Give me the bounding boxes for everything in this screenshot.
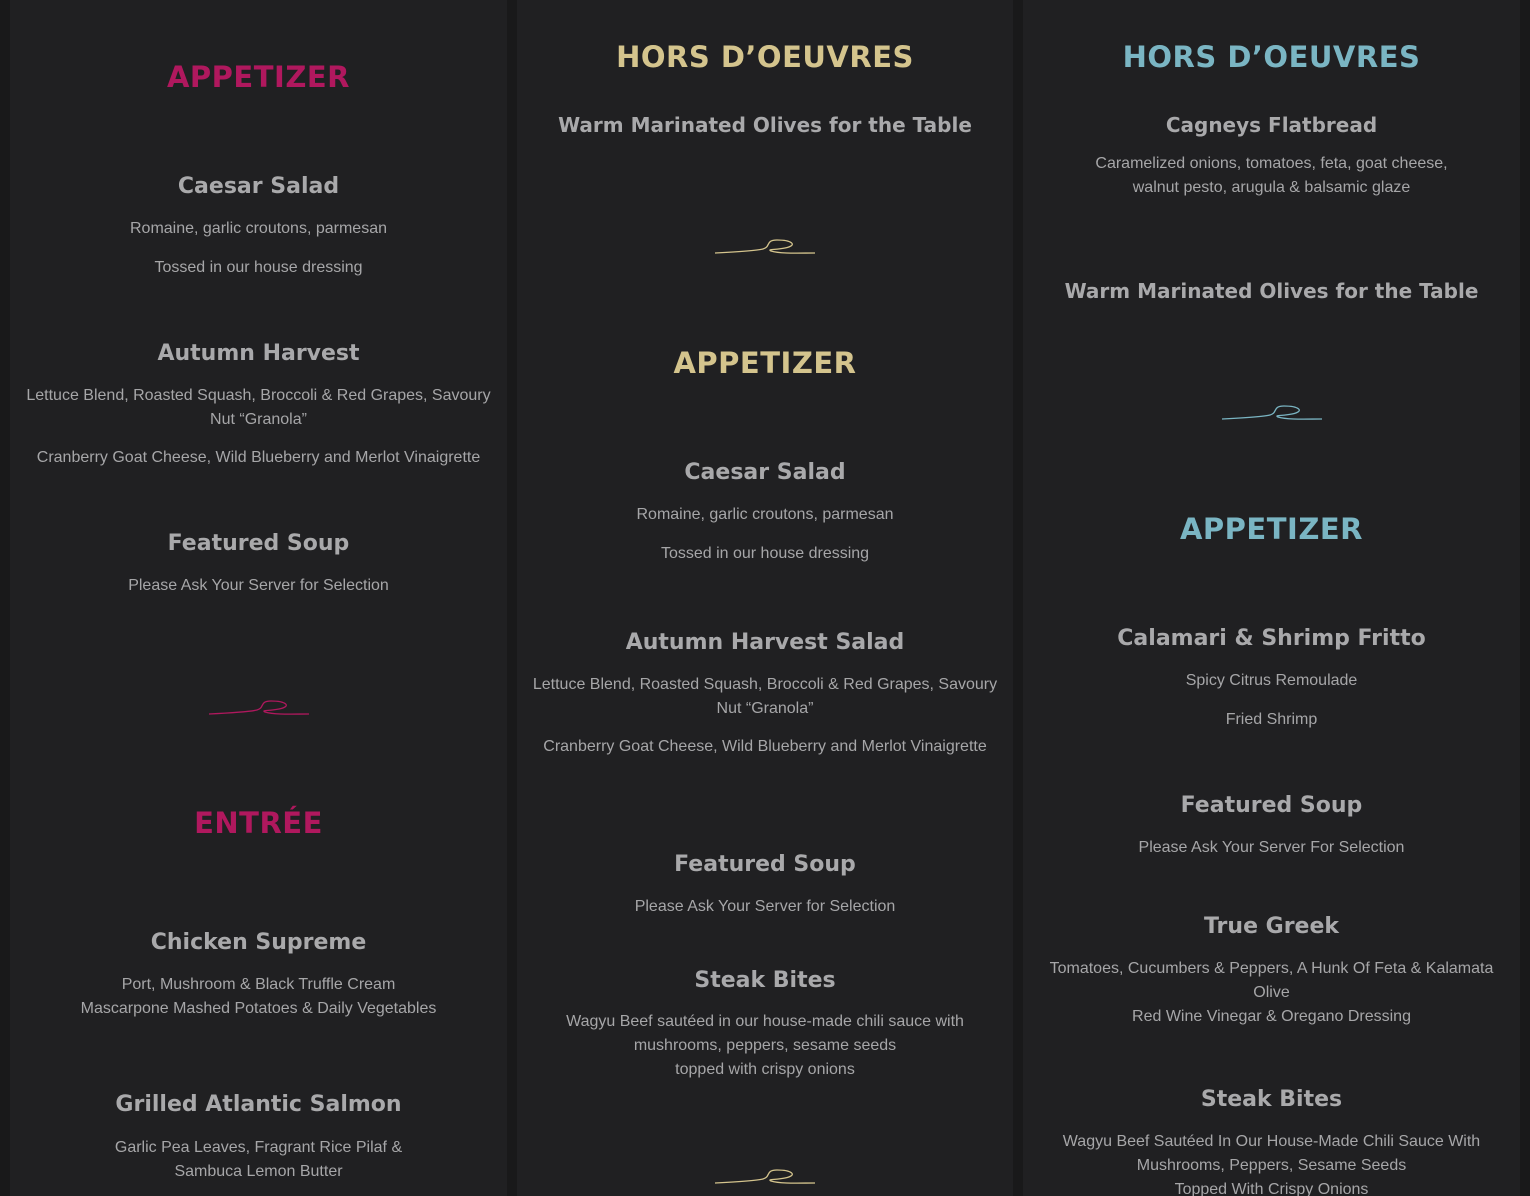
menu-column-1 — [10, 0, 507, 1196]
item-description: Red Wine Vinegar & Oregano Dressing — [1132, 1008, 1411, 1025]
item-description: Romaine, garlic croutons, parmesan — [636, 506, 894, 523]
item-description: Tossed in our house dressing — [660, 545, 870, 562]
item-description: Lettuce Blend, Roasted Squash, Broccoli & Red Grapes, Savoury — [532, 676, 998, 693]
section-heading-entree: ENTRÉE — [194, 806, 323, 840]
item-description: Please Ask Your Server For Selection — [1138, 839, 1405, 856]
item-description: Tomatoes, Cucumbers & Peppers, A Hunk Of Feta & Kalamata — [1049, 960, 1494, 977]
section-heading-appetizer: APPETIZER — [673, 346, 857, 380]
flourish-divider-icon — [715, 1168, 815, 1186]
item-description: topped with crispy onions — [675, 1061, 855, 1078]
item-title: Caesar Salad — [177, 174, 340, 199]
item-description: Romaine, garlic croutons, parmesan — [129, 220, 387, 237]
item-description: Mascarpone Mashed Potatoes & Daily Vegetables — [80, 1000, 437, 1017]
item-description: Port, Mushroom & Black Truffle Cream — [121, 976, 396, 993]
item-description: mushrooms, peppers, sesame seeds — [633, 1037, 897, 1054]
item-description: Wagyu Beef sautéed in our house-made chili sauce with — [566, 1013, 964, 1030]
flourish-divider-icon — [209, 699, 309, 717]
item-title: Steak Bites — [1200, 1087, 1343, 1112]
item-description: Wagyu Beef Sautéed In Our House-Made Chili Sauce With — [1062, 1133, 1481, 1150]
item-description: walnut pesto, arugula & balsamic glaze — [1132, 179, 1411, 196]
item-title: Cagneys Flatbread — [1165, 113, 1378, 137]
item-description: Nut “Granola” — [716, 700, 814, 717]
item-title: Featured Soup — [1180, 793, 1363, 818]
item-title: True Greek — [1203, 914, 1340, 939]
section-heading-hors-doeuvres: HORS D’OEUVRES — [1122, 40, 1421, 74]
section-heading-appetizer: APPETIZER — [1179, 512, 1363, 546]
item-title: Autumn Harvest — [157, 341, 360, 366]
item-title: Featured Soup — [674, 852, 856, 877]
item-description: Lettuce Blend, Roasted Squash, Broccoli & Red Grapes, Savoury — [26, 387, 491, 404]
flourish-divider-icon — [1222, 404, 1322, 422]
item-description: Fried Shrimp — [1225, 711, 1318, 728]
item-title: Chicken Supreme — [150, 930, 367, 955]
item-description: Cranberry Goat Cheese, Wild Blueberry and Merlot Vinaigrette — [543, 738, 987, 755]
item-description: Please Ask Your Server for Selection — [128, 577, 389, 594]
menu-column-3 — [1023, 0, 1520, 1196]
section-heading-appetizer: APPETIZER — [166, 60, 350, 94]
item-description: Caramelized onions, tomatoes, feta, goat cheese, — [1095, 155, 1448, 172]
item-title: Caesar Salad — [684, 460, 846, 485]
item-description: Topped With Crispy Onions — [1174, 1181, 1369, 1196]
item-description: Garlic Pea Leaves, Fragrant Rice Pilaf & — [114, 1139, 403, 1156]
flourish-divider-icon — [715, 238, 815, 256]
item-title: Autumn Harvest Salad — [625, 630, 905, 655]
item-description: Nut “Granola” — [210, 411, 307, 428]
item-description: Please Ask Your Server for Selection — [634, 898, 896, 915]
item-title: Grilled Atlantic Salmon — [115, 1092, 402, 1117]
item-description: Spicy Citrus Remoulade — [1185, 672, 1358, 689]
item-title: Warm Marinated Olives for the Table — [1064, 279, 1479, 303]
item-description: Mushrooms, Peppers, Sesame Seeds — [1136, 1157, 1407, 1174]
item-title: Calamari & Shrimp Fritto — [1117, 626, 1426, 651]
item-title: Featured Soup — [167, 531, 350, 556]
item-description: Cranberry Goat Cheese, Wild Blueberry and Merlot Vinaigrette — [36, 449, 481, 466]
section-heading-hors-doeuvres: HORS D’OEUVRES — [616, 40, 914, 74]
menu-column-2 — [517, 0, 1013, 1196]
item-title: Warm Marinated Olives for the Table — [558, 113, 972, 137]
item-description: Olive — [1253, 984, 1290, 1001]
item-description: Sambuca Lemon Butter — [174, 1163, 343, 1180]
item-title: Steak Bites — [694, 968, 836, 993]
item-description: Tossed in our house dressing — [154, 259, 363, 276]
